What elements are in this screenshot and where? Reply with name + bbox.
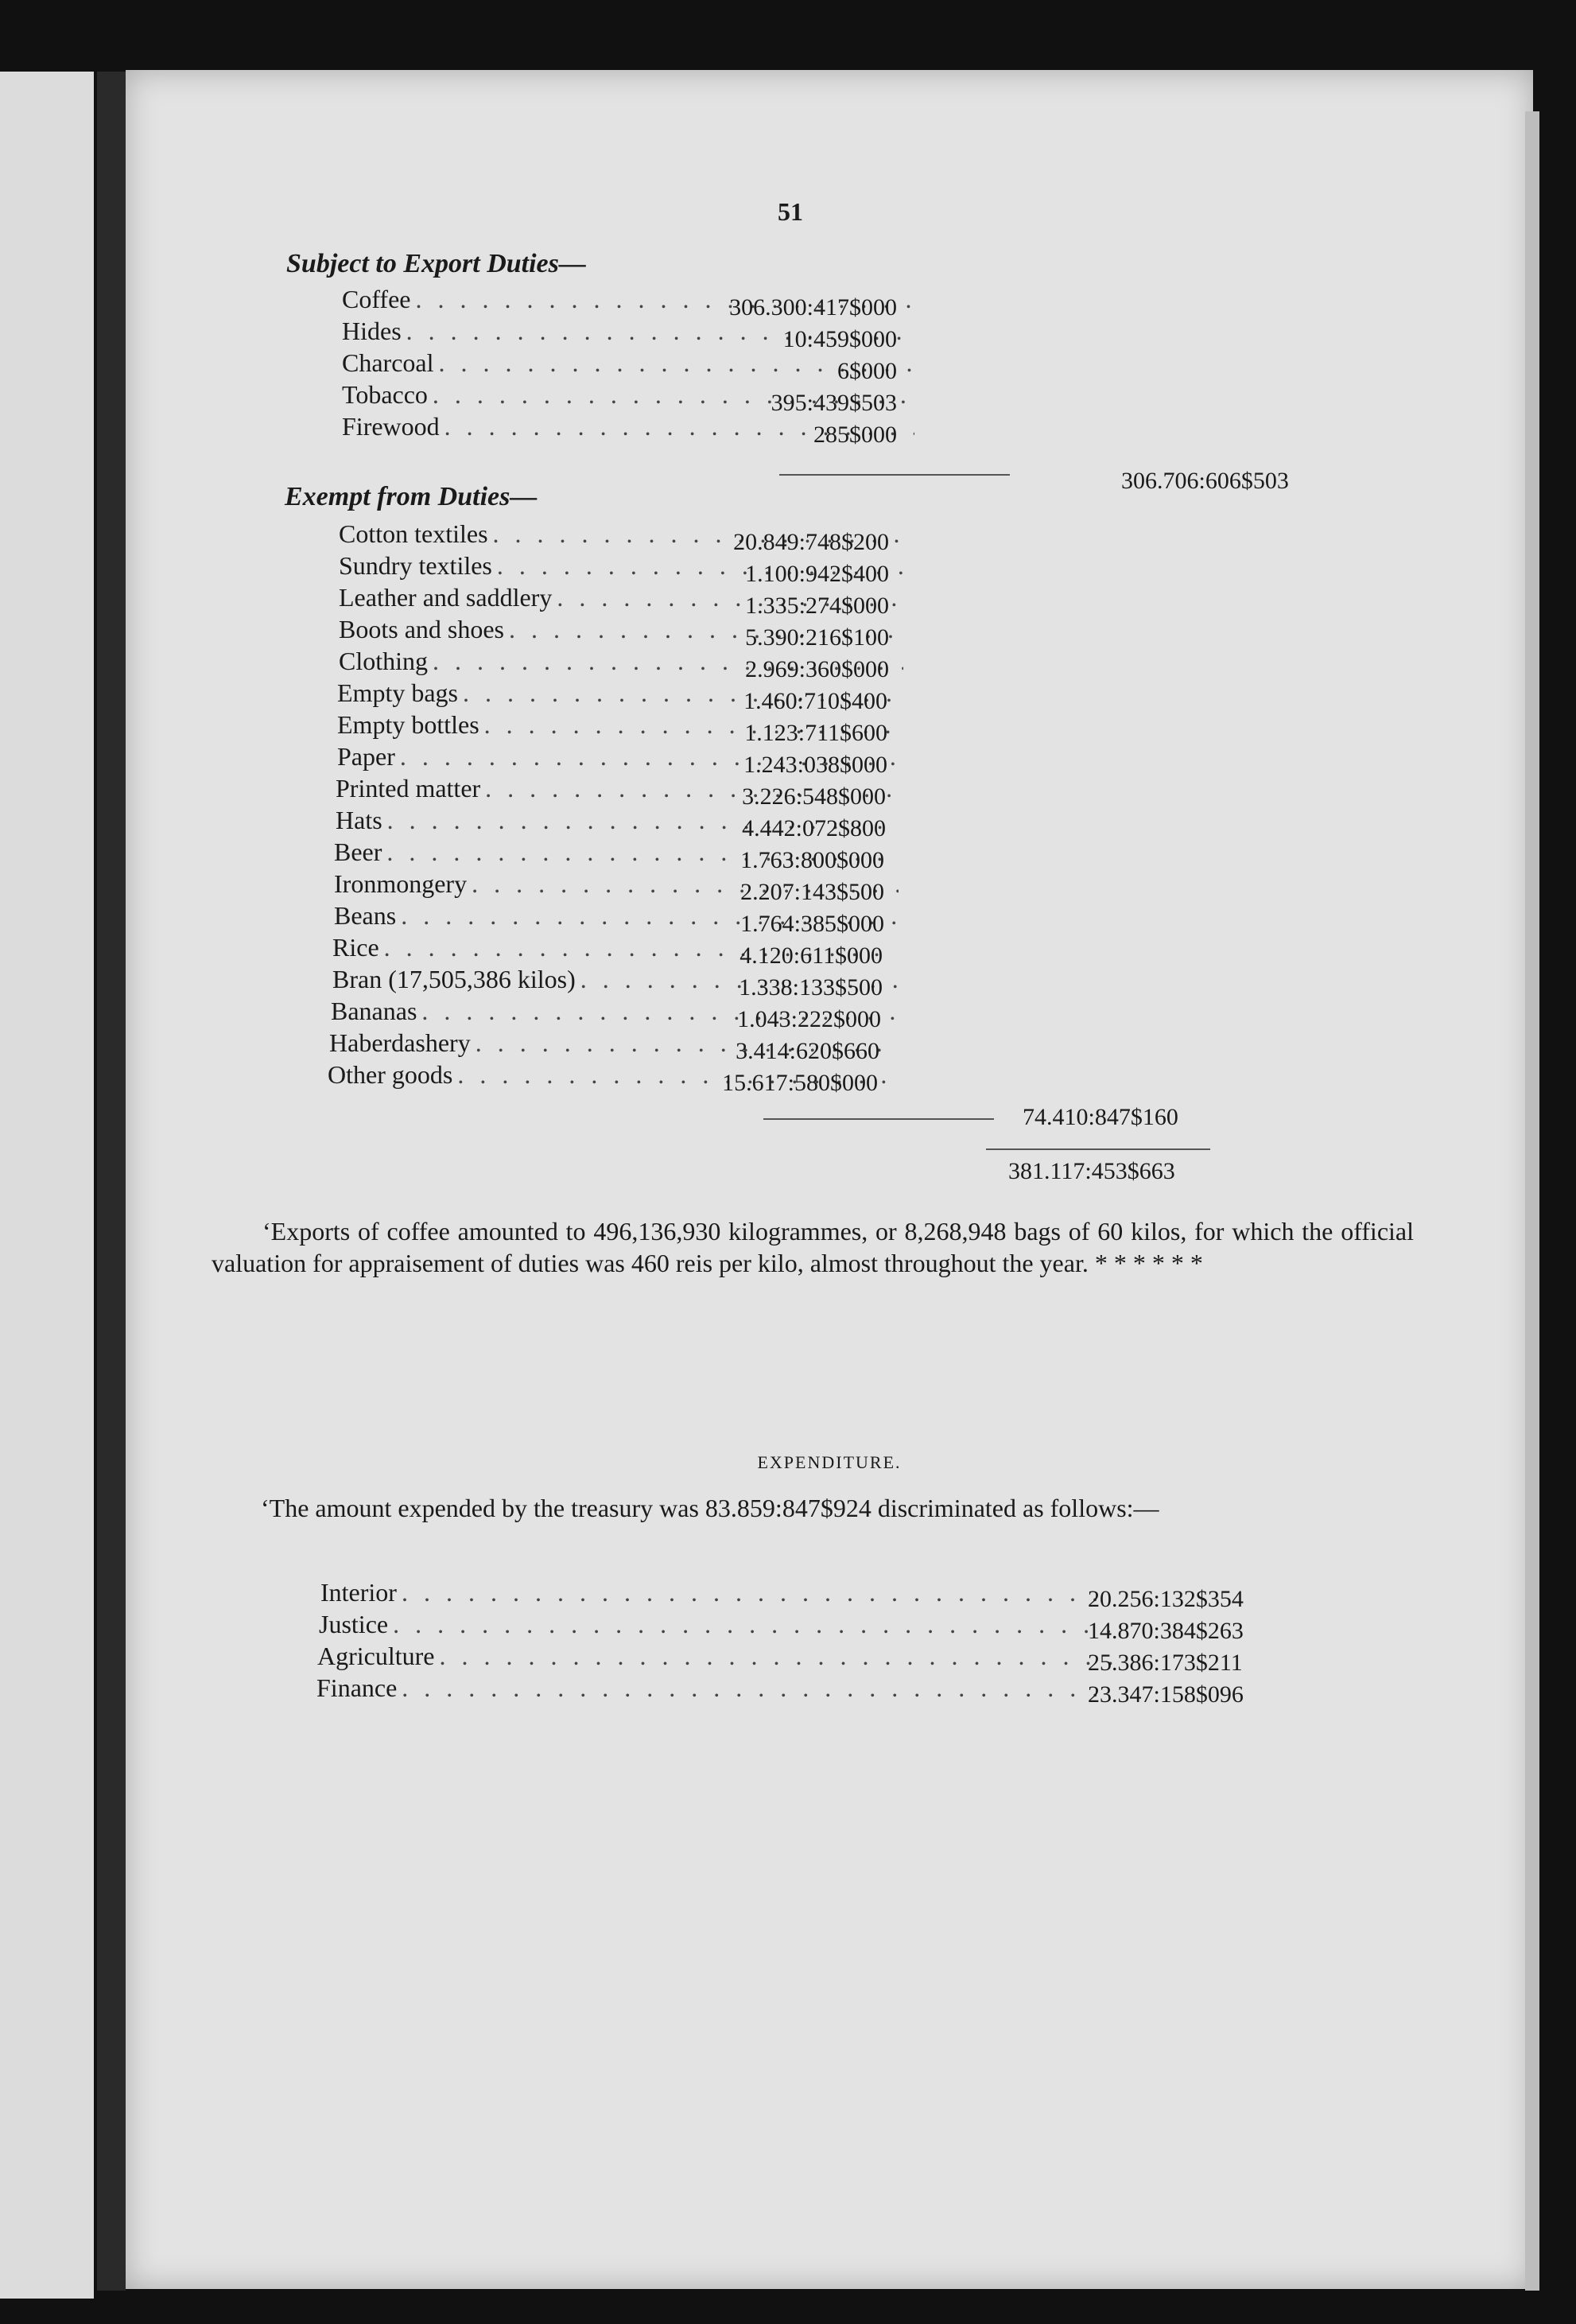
item-name: Charcoal — [342, 348, 434, 377]
grand-total-rule — [986, 1148, 1210, 1150]
exempt-value: 1.763:800$000 — [740, 847, 884, 873]
item-name: Empty bags — [337, 678, 458, 707]
export-value-hides: 10:459$000 — [782, 326, 897, 352]
exempt-value: 1.123:711$600 — [744, 720, 887, 746]
item-name: Beer — [334, 837, 382, 866]
expenditure-value-finance: 23.347:158$096 — [1088, 1681, 1244, 1708]
item-name: Bananas — [331, 997, 417, 1025]
expenditure-item-agriculture — [317, 1642, 1112, 1673]
exempt-value: 4.120:611$000 — [739, 942, 883, 969]
export-value-charcoal: 6$000 — [837, 358, 897, 384]
item-name: Coffee — [342, 285, 411, 313]
export-value-firewood: 285$000 — [813, 422, 897, 448]
exempt-value: 1.243:038$000 — [743, 752, 887, 778]
item-name: Ironmongery — [334, 869, 468, 898]
item-name: Other goods — [328, 1060, 453, 1089]
expenditure-value-interior: 20.256:132$354 — [1088, 1586, 1244, 1612]
item-name: Hats — [336, 806, 382, 834]
coffee-paragraph: ‘Exports of coffee amounted to 496,136,930 kilogrammes, or 8,268,948 bags of 60 kilos, for which the official valuation for appraisement of duties was 460 reis per kilo, almost throughout the year. * * * * * * — [212, 1217, 1414, 1277]
item-name: Boots and shoes — [339, 615, 504, 643]
item-name: Tobacco — [342, 380, 428, 409]
item-name: Bran (17,505,386 kilos) — [332, 965, 576, 993]
adjacent-page-edge — [0, 72, 94, 2299]
exempt-value: 1.043:222$000 — [737, 1006, 881, 1032]
exempt-value: 3.226:548$000 — [742, 783, 886, 810]
exempt-value: 2.969:360$000 — [745, 656, 889, 682]
item-name: Interior — [320, 1578, 397, 1607]
exempt-value: 15.617:580$000 — [722, 1070, 878, 1096]
document-page — [126, 70, 1533, 2289]
item-name: Haberdashery — [329, 1028, 471, 1057]
page-number: 51 — [778, 197, 803, 226]
item-name: Empty bottles — [337, 710, 479, 739]
expenditure-heading: EXPENDITURE. — [757, 1452, 902, 1472]
export-total: 306.706:606$503 — [1121, 468, 1289, 494]
export-value-tobacco: 395:439$503 — [771, 390, 897, 416]
export-value-coffee: 306.300:417$000 — [729, 294, 897, 321]
exempt-value: 20.849:748$200 — [733, 529, 889, 555]
exempt-value: 5.390:216$100 — [745, 624, 889, 651]
grand-total: 381.117:453$663 — [1008, 1158, 1175, 1184]
expenditure-item-justice — [319, 1610, 1114, 1642]
expenditure-intro: ‘The amount expended by the treasury was 83.859:847$924 discriminated as follows:— — [261, 1494, 1159, 1522]
item-name: Hides — [342, 317, 402, 345]
exempt-value: 3.414:620$660 — [736, 1038, 879, 1064]
item-name: Printed matter — [336, 774, 481, 803]
expenditure-value-agriculture: 25.386:173$211 — [1088, 1650, 1243, 1676]
page-edge-right — [1525, 111, 1539, 2291]
item-name: Rice — [332, 933, 379, 962]
item-name: Leather and saddlery — [339, 583, 553, 612]
exempt-value: 1.460:710$400 — [743, 688, 887, 714]
exempt-value: 1.338:133$500 — [739, 974, 883, 1001]
expenditure-item-finance — [316, 1673, 1112, 1705]
item-name: Finance — [316, 1673, 398, 1702]
exempt-value: 1.335:274$000 — [745, 593, 889, 619]
exempt-value: 2.207:143$500 — [740, 879, 884, 905]
item-name: Cotton textiles — [339, 519, 488, 548]
expenditure-item-interior — [320, 1578, 1116, 1610]
item-name: Firewood — [342, 412, 440, 441]
export-duties-heading: Subject to Export Duties— — [286, 249, 586, 278]
exempt-total: 74.410:847$160 — [1023, 1104, 1178, 1130]
expenditure-value-justice: 14.870:384$263 — [1088, 1618, 1244, 1644]
item-name: Justice — [319, 1610, 389, 1638]
item-name: Paper — [337, 742, 395, 771]
item-name: Sundry textiles — [339, 551, 492, 580]
subtotal-rule — [763, 1118, 994, 1120]
exempt-value: 1.764:385$000 — [740, 911, 884, 937]
item-name: Beans — [334, 901, 397, 930]
subtotal-rule — [779, 474, 1010, 476]
exempt-value: 4.442:072$800 — [742, 815, 886, 841]
exempt-duties-heading: Exempt from Duties— — [285, 482, 538, 511]
item-name: Agriculture — [317, 1642, 435, 1670]
book-binding — [97, 72, 126, 2291]
item-name: Clothing — [339, 647, 429, 675]
exempt-value: 1.100:942$400 — [745, 561, 889, 587]
